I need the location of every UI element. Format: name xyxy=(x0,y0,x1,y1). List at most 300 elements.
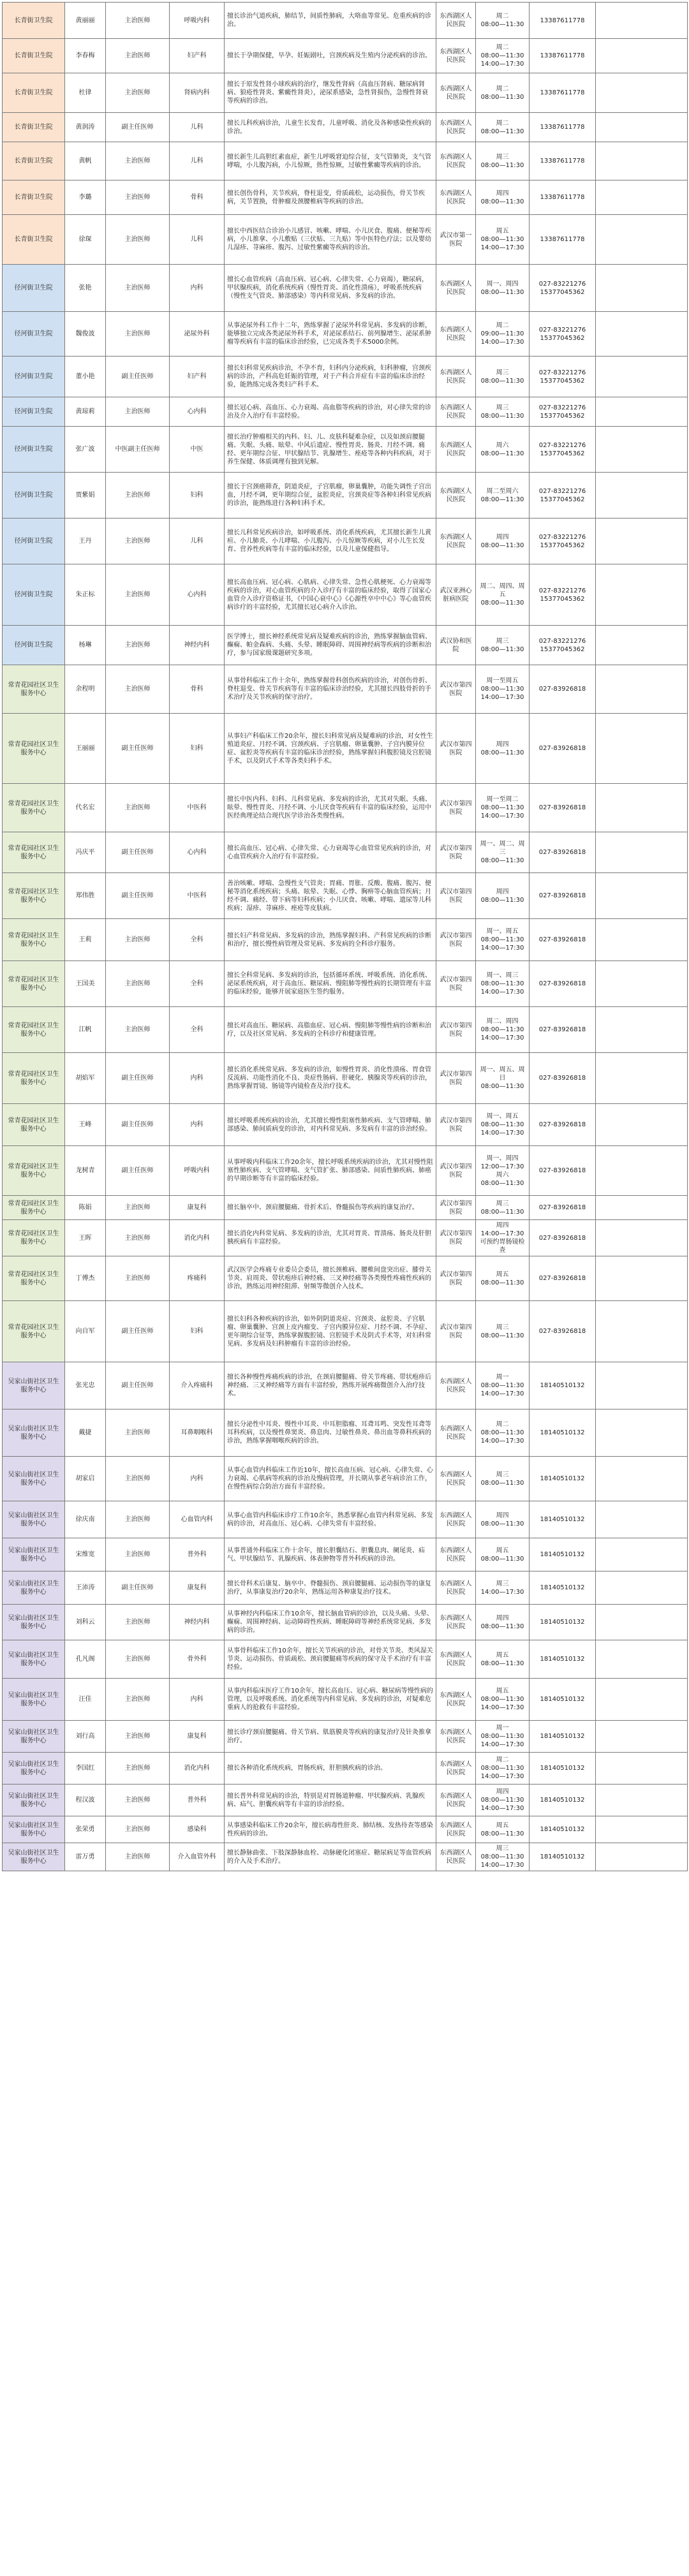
job-title-cell: 主治医师 xyxy=(106,1753,170,1785)
institution-cell: 吴家山街社区卫生服务中心 xyxy=(3,1605,65,1640)
job-title-cell: 主治医师 xyxy=(106,1640,170,1679)
schedule-cell: 周一、周五、周日 08:00—11:30 xyxy=(476,1053,530,1104)
doctor-name-cell: 余程明 xyxy=(65,665,106,714)
department-cell: 普外科 xyxy=(170,1785,225,1816)
phone-cell: 13387611778 xyxy=(530,3,596,39)
hospital-cell: 东西湖区人民医院 xyxy=(436,1843,476,1871)
doctor-name-cell: 贾紫娟 xyxy=(65,473,106,519)
department-cell: 妇科 xyxy=(170,714,225,784)
department-cell: 泌尿外科 xyxy=(170,312,225,357)
table-row xyxy=(3,473,688,519)
empty-cell xyxy=(596,1007,688,1053)
table-row xyxy=(3,919,688,961)
empty-cell xyxy=(596,1362,688,1409)
schedule-cell: 周二 08:00—11:30 14:00—17:30 xyxy=(476,1753,530,1785)
institution-cell: 常青花园社区卫生服务中心 xyxy=(3,1146,65,1196)
doctor-name-cell: 龙树青 xyxy=(65,1146,106,1196)
department-cell: 中医 xyxy=(170,427,225,473)
empty-cell xyxy=(596,564,688,626)
department-cell: 全科 xyxy=(170,961,225,1007)
specialty-cell: 擅长妇科各种疾病的诊治，如外阴阴道炎症、宫颈炎、盆腔炎、子宫肌瘤、卵巢囊肿、宫颈上皮内瘤变、子宫内膜异位症、月经不调、不孕症、更年期综合征等，熟练掌握腹腔镜、宫腔镜手术及阴式手术等，对妇科常见病、多发病及妇科肿瘤有丰富的诊治经验。 xyxy=(225,1301,436,1362)
institution-cell: 常青花园社区卫生服务中心 xyxy=(3,714,65,784)
department-cell: 普外科 xyxy=(170,1538,225,1571)
empty-cell xyxy=(596,1538,688,1571)
hospital-cell: 武汉市第四医院 xyxy=(436,784,476,832)
hospital-cell: 武汉亚洲心脏病医院 xyxy=(436,564,476,626)
table-row xyxy=(3,873,688,919)
doctor-name-cell: 徐庆南 xyxy=(65,1501,106,1538)
specialty-cell: 医学博士，擅长神经系统常见病及疑难疾病的诊治，熟练掌握脑血管病、癫痫、帕金森病、头痛、头晕、睡眠障碍、周围神经病等疾病的诊断和治疗，参与国家级课题研究多项。 xyxy=(225,626,436,665)
doctor-name-cell: 李璐 xyxy=(65,180,106,215)
institution-cell: 吴家山街社区卫生服务中心 xyxy=(3,1538,65,1571)
department-cell: 疼痛科 xyxy=(170,1256,225,1301)
empty-cell xyxy=(596,215,688,265)
table-row xyxy=(3,427,688,473)
schedule-cell: 周一、周五 08:00—11:30 14:00—17:30 xyxy=(476,919,530,961)
doctor-name-cell: 戴捷 xyxy=(65,1409,106,1457)
job-title-cell: 副主任医师 xyxy=(106,113,170,142)
phone-cell: 027-83221276 15377045362 xyxy=(530,265,596,312)
table-row xyxy=(3,832,688,873)
schedule-cell: 周一、周五 08:00—11:30 14:00—17:30 xyxy=(476,1104,530,1146)
hospital-cell: 武汉市第四医院 xyxy=(436,1007,476,1053)
job-title-cell: 副主任医师 xyxy=(106,1146,170,1196)
doctor-name-cell: 王晖 xyxy=(65,1220,106,1256)
doctor-name-cell: 江帆 xyxy=(65,1007,106,1053)
doctor-name-cell: 张广波 xyxy=(65,427,106,473)
institution-cell: 吴家山街社区卫生服务中心 xyxy=(3,1679,65,1721)
hospital-cell: 武汉市第四医院 xyxy=(436,919,476,961)
phone-cell: 027-83926818 xyxy=(530,1220,596,1256)
empty-cell xyxy=(596,1146,688,1196)
phone-cell: 027-83926818 xyxy=(530,1053,596,1104)
institution-cell: 常青花园社区卫生服务中心 xyxy=(3,961,65,1007)
phone-cell: 13387611778 xyxy=(530,39,596,73)
doctor-name-cell: 程汉波 xyxy=(65,1785,106,1816)
empty-cell xyxy=(596,1605,688,1640)
department-cell: 康复科 xyxy=(170,1721,225,1753)
department-cell: 中医科 xyxy=(170,784,225,832)
department-cell: 消化内科 xyxy=(170,1753,225,1785)
specialty-cell: 擅长冠心病、高血压、心力衰竭、高血脂等疾病的诊治，对心律失常的诊治及介入治疗有丰富经验。 xyxy=(225,397,436,427)
hospital-cell: 东西湖区人民医院 xyxy=(436,519,476,564)
phone-cell: 18140510132 xyxy=(530,1409,596,1457)
phone-cell: 13387611778 xyxy=(530,113,596,142)
phone-cell: 18140510132 xyxy=(530,1816,596,1843)
schedule-cell: 周三 08:00—11:30 14:00—17:30 xyxy=(476,1843,530,1871)
table-row xyxy=(3,961,688,1007)
institution-cell: 常青花园社区卫生服务中心 xyxy=(3,784,65,832)
department-cell: 介入疼痛科 xyxy=(170,1362,225,1409)
institution-cell: 长青街卫生院 xyxy=(3,180,65,215)
schedule-cell: 周二至周六 08:00—11:30 xyxy=(476,473,530,519)
specialty-cell: 从事心血管内科临床工作近10年，擅长高血压病、冠心病、心律失常、心力衰竭、心肌病等疾病的诊治及慢病管理，并长期从事老年病诊治工作，在慢性病综合防治方面有丰富经验。 xyxy=(225,1457,436,1501)
hospital-cell: 东西湖区人民医院 xyxy=(436,397,476,427)
table-row xyxy=(3,564,688,626)
doctor-name-cell: 徐琛 xyxy=(65,215,106,265)
doctor-name-cell: 王丽丽 xyxy=(65,714,106,784)
job-title-cell: 主治医师 xyxy=(106,1785,170,1816)
job-title-cell: 副主任医师 xyxy=(106,1104,170,1146)
empty-cell xyxy=(596,665,688,714)
specialty-cell: 擅长对高血压、糖尿病、高脂血症、冠心病、慢阻肺等慢性病的诊断和治疗，以及社区常见病、多发病的全科诊疗和健康管理。 xyxy=(225,1007,436,1053)
table-row xyxy=(3,1721,688,1753)
hospital-cell: 东西湖区人民医院 xyxy=(436,357,476,397)
empty-cell xyxy=(596,832,688,873)
specialty-cell: 从事呼吸内科临床工作20余年，擅长呼吸系统疾病的诊治，尤其对慢性阻塞性肺疾病、支气管哮喘、支气管扩张、肺部感染、间质性肺疾病、肺癌的早期诊断等有丰富的临床经验。 xyxy=(225,1146,436,1196)
doctor-name-cell: 陈娟 xyxy=(65,1196,106,1220)
phone-cell: 027-83926818 xyxy=(530,665,596,714)
doctor-name-cell: 黄帆 xyxy=(65,142,106,180)
phone-cell: 18140510132 xyxy=(530,1362,596,1409)
schedule-cell: 周五 08:00—11:30 14:00—17:30 xyxy=(476,215,530,265)
job-title-cell: 中医副主任医师 xyxy=(106,427,170,473)
empty-cell xyxy=(596,784,688,832)
hospital-cell: 武汉市第四医院 xyxy=(436,1196,476,1220)
specialty-cell: 从事骨科临床工作十余年，熟练掌握骨科创伤疾病的诊治，对创伤骨折、脊柱退变、骨关节疾病等有丰富的临床诊治经验，尤其擅长四肢骨折的手术治疗及关节疾病的保守治疗。 xyxy=(225,665,436,714)
table-row xyxy=(3,3,688,39)
doctor-name-cell: 张荣勇 xyxy=(65,1816,106,1843)
specialty-cell: 擅长诊疗颈肩腰腿痛、骨关节病、肌筋膜炎等疾病的康复治疗及针灸推拿治疗。 xyxy=(225,1721,436,1753)
table-row xyxy=(3,73,688,113)
job-title-cell: 副主任医师 xyxy=(106,873,170,919)
doctor-name-cell: 杜律 xyxy=(65,73,106,113)
phone-cell: 027-83221276 15377045362 xyxy=(530,397,596,427)
specialty-cell: 擅长妇产科常见病、多发病的诊治，熟练掌握妇科、产科常见疾病的诊断和治疗，擅长慢性病管理及常见病、多发病的全科诊疗服务。 xyxy=(225,919,436,961)
empty-cell xyxy=(596,1753,688,1785)
department-cell: 儿科 xyxy=(170,113,225,142)
doctor-name-cell: 张光忠 xyxy=(65,1362,106,1409)
empty-cell xyxy=(596,1053,688,1104)
specialty-cell: 从事内科临床医疗工作10余年，擅长高血压、冠心病、糖尿病等慢性病的管理，以及呼吸系统、消化系统等内科常见病、多发病的诊治，对疑难危重病人的抢救有丰富经验。 xyxy=(225,1679,436,1721)
phone-cell: 18140510132 xyxy=(530,1571,596,1605)
department-cell: 中医科 xyxy=(170,873,225,919)
department-cell: 儿科 xyxy=(170,519,225,564)
specialty-cell: 擅长消化内科常见病、多发病的诊治，尤其对胃炎、胃溃疡、肠炎及肝胆胰疾病有丰富经验。 xyxy=(225,1220,436,1256)
empty-cell xyxy=(596,1843,688,1871)
hospital-cell: 武汉市第四医院 xyxy=(436,961,476,1007)
specialty-cell: 擅长中医内科、妇科、儿科常见病、多发病的诊治，尤其对失眠、头痛、眩晕、慢性胃炎、月经不调、小儿厌食等疾病有丰富的临床经验，运用中医经典理论结合现代医学诊治各类慢性病。 xyxy=(225,784,436,832)
schedule-cell: 周四 08:00—11:30 xyxy=(476,519,530,564)
phone-cell: 027-83926818 xyxy=(530,832,596,873)
table-row xyxy=(3,1571,688,1605)
empty-cell xyxy=(596,142,688,180)
doctor-schedule-table xyxy=(2,2,688,1871)
phone-cell: 13387611778 xyxy=(530,73,596,113)
empty-cell xyxy=(596,397,688,427)
specialty-cell: 从事泌尿外科工作十二年，熟练掌握了泌尿外科常见病、多发病的诊断，能够独立完成各类泌尿外科手术，对泌尿系结石、前列腺增生、泌尿系肿瘤等疾病有丰富的临床诊治经验，已完成各类手术5000余例。 xyxy=(225,312,436,357)
table-row xyxy=(3,1457,688,1501)
institution-cell: 长青街卫生院 xyxy=(3,3,65,39)
department-cell: 妇科 xyxy=(170,473,225,519)
specialty-cell: 擅长脑卒中、颈肩腰腿痛、骨折术后、脊髓损伤等疾病的康复治疗。 xyxy=(225,1196,436,1220)
specialty-cell: 擅长分泌性中耳炎、慢性中耳炎、中耳胆脂瘤、耳聋耳鸣、突发性耳聋等耳科疾病，以及慢性鼻窦炎、鼻息肉、过敏性鼻炎、鼻出血等鼻科疾病的诊治，熟练掌握咽喉疾病的诊治。 xyxy=(225,1409,436,1457)
specialty-cell: 擅长于孕期保健，早孕、妊娠剧吐，宫颈疾病及生殖内分泌疾病的诊治。 xyxy=(225,39,436,73)
doctor-name-cell: 王沛涛 xyxy=(65,1571,106,1605)
specialty-cell: 从事骨科临床工作10余年，擅长关节疾病的诊治，对骨关节炎、类风湿关节炎、运动损伤、骨质疏松、颈肩腰腿痛等疾病的保守及手术治疗有丰富经验。 xyxy=(225,1640,436,1679)
department-cell: 骨科 xyxy=(170,180,225,215)
department-cell: 心血管内科 xyxy=(170,1501,225,1538)
hospital-cell: 武汉市第四医院 xyxy=(436,1146,476,1196)
specialty-cell: 擅长儿科疾病诊治，儿童生长发育，儿童呼吸、消化及各种感染性疾病的诊治。 xyxy=(225,113,436,142)
schedule-cell: 周四 08:00—11:30 xyxy=(476,714,530,784)
table-row xyxy=(3,39,688,73)
department-cell: 妇产科 xyxy=(170,357,225,397)
schedule-cell: 周四 08:00—11:30 xyxy=(476,180,530,215)
table-row xyxy=(3,784,688,832)
table-row xyxy=(3,312,688,357)
job-title-cell: 主治医师 xyxy=(106,1007,170,1053)
table-row xyxy=(3,215,688,265)
table-row xyxy=(3,1301,688,1362)
table-row xyxy=(3,1362,688,1409)
institution-cell: 径河街卫生院 xyxy=(3,626,65,665)
hospital-cell: 东西湖区人民医院 xyxy=(436,142,476,180)
institution-cell: 径河街卫生院 xyxy=(3,427,65,473)
institution-cell: 径河街卫生院 xyxy=(3,473,65,519)
institution-cell: 径河街卫生院 xyxy=(3,265,65,312)
job-title-cell: 主治医师 xyxy=(106,626,170,665)
empty-cell xyxy=(596,1501,688,1538)
department-cell: 耳鼻咽喉科 xyxy=(170,1409,225,1457)
institution-cell: 常青花园社区卫生服务中心 xyxy=(3,873,65,919)
schedule-cell: 周一、周三 08:00—11:30 14:00—17:30 xyxy=(476,961,530,1007)
empty-cell xyxy=(596,873,688,919)
job-title-cell: 主治医师 xyxy=(106,1721,170,1753)
empty-cell xyxy=(596,1256,688,1301)
hospital-cell: 东西湖区人民医院 xyxy=(436,1362,476,1409)
schedule-cell: 周五 08:00—11:30 xyxy=(476,1256,530,1301)
institution-cell: 长青街卫生院 xyxy=(3,73,65,113)
table-row xyxy=(3,397,688,427)
hospital-cell: 东西湖区人民医院 xyxy=(436,1679,476,1721)
job-title-cell: 主治医师 xyxy=(106,1220,170,1256)
job-title-cell: 主治医师 xyxy=(106,1605,170,1640)
phone-cell: 027-83221276 15377045362 xyxy=(530,473,596,519)
schedule-cell: 周五 08:00—11:30 xyxy=(476,1538,530,1571)
empty-cell xyxy=(596,1679,688,1721)
department-cell: 康复科 xyxy=(170,1196,225,1220)
specialty-cell: 擅长各种消化系统疾病，胃肠疾病，肝胆胰疾病的诊治。 xyxy=(225,1753,436,1785)
empty-cell xyxy=(596,312,688,357)
job-title-cell: 主治医师 xyxy=(106,1409,170,1457)
job-title-cell: 主治医师 xyxy=(106,1501,170,1538)
specialty-cell: 擅长于宫颈癌筛查，阴道炎症，子宫肌瘤，卵巢囊肿，功能失调性子宫出血，月经不调，更年期综合征，盆腔炎症，宫颈炎症等各种妇科常见疾病的诊治，能熟练进行各种妇科手术。 xyxy=(225,473,436,519)
job-title-cell: 主治医师 xyxy=(106,1843,170,1871)
hospital-cell: 武汉市第四医院 xyxy=(436,873,476,919)
specialty-cell: 擅长诊治气道疾病，肺结节，间质性肺病，大咯血等常见、危重疾病的诊治。 xyxy=(225,3,436,39)
hospital-cell: 东西湖区人民医院 xyxy=(436,473,476,519)
schedule-cell: 周二 08:00—11:30 xyxy=(476,73,530,113)
job-title-cell: 主治医师 xyxy=(106,142,170,180)
phone-cell: 18140510132 xyxy=(530,1538,596,1571)
hospital-cell: 武汉市第四医院 xyxy=(436,1301,476,1362)
phone-cell: 027-83926818 xyxy=(530,961,596,1007)
specialty-cell: 擅长儿科常见疾病诊治，如呼吸系统、消化系统疾病，尤其擅长新生儿黄疸、小儿肺炎、小儿哮喘、小儿腹泻、小儿惊厥等疾病，对小儿生长发育、营养性疾病等有丰富的临床经验，以及儿童保健指导。 xyxy=(225,519,436,564)
hospital-cell: 东西湖区人民医院 xyxy=(436,1605,476,1640)
phone-cell: 027-83926818 xyxy=(530,1104,596,1146)
institution-cell: 常青花园社区卫生服务中心 xyxy=(3,1196,65,1220)
schedule-cell: 周四 14:00—17:30 可预约胃肠镜检查 xyxy=(476,1220,530,1256)
phone-cell: 18140510132 xyxy=(530,1721,596,1753)
schedule-cell: 周二 09:00—11:30 14:00—17:30 xyxy=(476,312,530,357)
phone-cell: 027-83221276 15377045362 xyxy=(530,427,596,473)
department-cell: 骨外科 xyxy=(170,1640,225,1679)
specialty-cell: 从事普通外科临床工作十余年，擅长胆囊结石、胆囊息肉、阑尾炎、疝气、甲状腺结节、乳腺疾病、体表肿物等普外科疾病的诊治。 xyxy=(225,1538,436,1571)
specialty-cell: 擅长高血压病、冠心病、心肌病、心律失常、急性心肌梗死、心力衰竭等疾病的诊治，对心血管疾病的介入诊疗有丰富的临床经验，取得了国家心血管介入诊疗资格证书，《中国心衰中心》《心源性卒中中心》等心血管疾病诊疗的丰富经验，尤其擅长冠心病介入诊治。 xyxy=(225,564,436,626)
phone-cell: 027-83926818 xyxy=(530,1146,596,1196)
empty-cell xyxy=(596,714,688,784)
institution-cell: 吴家山街社区卫生服务中心 xyxy=(3,1640,65,1679)
department-cell: 内科 xyxy=(170,1053,225,1104)
table-row xyxy=(3,1605,688,1640)
table-row xyxy=(3,142,688,180)
phone-cell: 13387611778 xyxy=(530,215,596,265)
doctor-name-cell: 李春梅 xyxy=(65,39,106,73)
department-cell: 神经内科 xyxy=(170,1605,225,1640)
doctor-name-cell: 杨琳 xyxy=(65,626,106,665)
doctor-name-cell: 孔凡阁 xyxy=(65,1640,106,1679)
institution-cell: 吴家山街社区卫生服务中心 xyxy=(3,1753,65,1785)
specialty-cell: 从事心血管内科临床诊疗工作10余年，熟悉掌握心血管内科常见病、多发病的诊治，对高血压、冠心病、心律失常有丰富经验。 xyxy=(225,1501,436,1538)
schedule-cell: 周三 08:00—11:30 xyxy=(476,142,530,180)
job-title-cell: 主治医师 xyxy=(106,215,170,265)
empty-cell xyxy=(596,180,688,215)
empty-cell xyxy=(596,113,688,142)
specialty-cell: 擅长各种慢性疼痛疾病的诊治，在颈肩腰腿痛、骨关节疼痛、带状疱疹后神经痛、三叉神经痛等方面有丰富经验，熟练开展疼痛微创介入治疗技术。 xyxy=(225,1362,436,1409)
institution-cell: 径河街卫生院 xyxy=(3,519,65,564)
department-cell: 心内科 xyxy=(170,397,225,427)
schedule-cell: 周六 08:00—11:30 xyxy=(476,427,530,473)
department-cell: 呼吸内科 xyxy=(170,3,225,39)
specialty-cell: 擅长呼吸系统疾病的诊治，尤其擅长慢性阻塞性肺疾病、支气管哮喘、肺部感染、肺间质病变的诊治，对内科常见病、多发病有丰富的诊治经验。 xyxy=(225,1104,436,1146)
table-row xyxy=(3,1196,688,1220)
doctor-name-cell: 王峰 xyxy=(65,1104,106,1146)
job-title-cell: 主治医师 xyxy=(106,961,170,1007)
institution-cell: 吴家山街社区卫生服务中心 xyxy=(3,1816,65,1843)
phone-cell: 027-83926818 xyxy=(530,919,596,961)
empty-cell xyxy=(596,1816,688,1843)
empty-cell xyxy=(596,519,688,564)
department-cell: 肾病内科 xyxy=(170,73,225,113)
doctor-name-cell: 刘行高 xyxy=(65,1721,106,1753)
phone-cell: 027-83926818 xyxy=(530,1196,596,1220)
doctor-name-cell: 黄润涛 xyxy=(65,113,106,142)
phone-cell: 18140510132 xyxy=(530,1640,596,1679)
department-cell: 儿科 xyxy=(170,142,225,180)
department-cell: 内科 xyxy=(170,265,225,312)
doctor-name-cell: 冯庆平 xyxy=(65,832,106,873)
hospital-cell: 东西湖区人民医院 xyxy=(436,73,476,113)
table-row xyxy=(3,1816,688,1843)
department-cell: 儿科 xyxy=(170,215,225,265)
schedule-cell: 周三 08:00—11:30 xyxy=(476,1301,530,1362)
hospital-cell: 武汉协和医院 xyxy=(436,626,476,665)
schedule-cell: 周三 08:00—11:30 xyxy=(476,357,530,397)
job-title-cell: 副主任医师 xyxy=(106,1571,170,1605)
institution-cell: 径河街卫生院 xyxy=(3,564,65,626)
table-row xyxy=(3,519,688,564)
specialty-cell: 擅长静脉曲张、下肢深静脉血栓、动脉硬化闭塞症、糖尿病足等血管疾病的介入及手术治疗。 xyxy=(225,1843,436,1871)
institution-cell: 长青街卫生院 xyxy=(3,113,65,142)
doctor-name-cell: 朱正标 xyxy=(65,564,106,626)
phone-cell: 027-83221276 15377045362 xyxy=(530,564,596,626)
doctor-name-cell: 郑伟胜 xyxy=(65,873,106,919)
specialty-cell: 擅长中西医结合诊治小儿感冒、咳嗽、哮喘、小儿厌食、腹痛、便秘等疾病，小儿推拿、小儿敷贴（三伏贴、三九贴）等中医特色疗法；以及婴幼儿湿疹、荨麻疹、腹泻、过敏性紫癜等疾病的诊治。 xyxy=(225,215,436,265)
schedule-cell: 周二 08:00—11:30 xyxy=(476,113,530,142)
hospital-cell: 东西湖区人民医院 xyxy=(436,39,476,73)
institution-cell: 吴家山街社区卫生服务中心 xyxy=(3,1571,65,1605)
phone-cell: 13387611778 xyxy=(530,142,596,180)
schedule-cell: 周一、周四 12:00—17:30 周六 08:00—11:30 xyxy=(476,1146,530,1196)
schedule-cell: 周二 08:00—11:30 xyxy=(476,3,530,39)
doctor-name-cell: 雷万勇 xyxy=(65,1843,106,1871)
schedule-cell: 周五 08:00—11:30 xyxy=(476,1640,530,1679)
hospital-cell: 东西湖区人民医院 xyxy=(436,1816,476,1843)
department-cell: 妇产科 xyxy=(170,39,225,73)
schedule-cell: 周二、周四、周五 08:00—11:30 xyxy=(476,564,530,626)
empty-cell xyxy=(596,3,688,39)
institution-cell: 吴家山街社区卫生服务中心 xyxy=(3,1501,65,1538)
table-row xyxy=(3,1256,688,1301)
job-title-cell: 主治医师 xyxy=(106,265,170,312)
hospital-cell: 东西湖区人民医院 xyxy=(436,1409,476,1457)
doctor-name-cell: 李国红 xyxy=(65,1753,106,1785)
job-title-cell: 主治医师 xyxy=(106,919,170,961)
hospital-cell: 东西湖区人民医院 xyxy=(436,1640,476,1679)
schedule-cell: 周一至周二 08:00—11:30 14:00—17:30 xyxy=(476,784,530,832)
specialty-cell: 从事妇产科临床工作20余年，擅长妇科常见病及疑难病的诊治，对女性生殖道炎症、月经不调、宫颈疾病、子宫肌瘤、卵巢囊肿、子宫内膜异位症、盆腔炎等疾病有丰富的临床诊治经验，熟练掌握妇科腹腔镜及宫腔镜手术，以及阴式手术等各类妇科手术。 xyxy=(225,714,436,784)
schedule-cell: 周四 08:00—11:30 14:00—17:30 xyxy=(476,1785,530,1816)
table-row xyxy=(3,1679,688,1721)
table-row xyxy=(3,1146,688,1196)
doctor-name-cell: 魏俊波 xyxy=(65,312,106,357)
job-title-cell: 主治医师 xyxy=(106,1196,170,1220)
specialty-cell: 擅长于原发性肾小球疾病的治疗，继发性肾病（高血压肾病、糖尿病肾病、狼疮性肾炎、紫癜性肾炎），泌尿系感染，急性肾损伤，急慢性肾衰等疾病的诊治。 xyxy=(225,73,436,113)
table-row xyxy=(3,665,688,714)
empty-cell xyxy=(596,1220,688,1256)
doctor-name-cell: 丁傅杰 xyxy=(65,1256,106,1301)
job-title-cell: 主治医师 xyxy=(106,1538,170,1571)
table-row xyxy=(3,1640,688,1679)
hospital-cell: 东西湖区人民医院 xyxy=(436,180,476,215)
department-cell: 妇科 xyxy=(170,1301,225,1362)
doctor-name-cell: 刘科云 xyxy=(65,1605,106,1640)
phone-cell: 18140510132 xyxy=(530,1679,596,1721)
schedule-cell: 周四 08:00—11:30 xyxy=(476,873,530,919)
department-cell: 全科 xyxy=(170,919,225,961)
department-cell: 感染科 xyxy=(170,1816,225,1843)
institution-cell: 常青花园社区卫生服务中心 xyxy=(3,1104,65,1146)
institution-cell: 长青街卫生院 xyxy=(3,39,65,73)
phone-cell: 18140510132 xyxy=(530,1843,596,1871)
department-cell: 心内科 xyxy=(170,564,225,626)
phone-cell: 18140510132 xyxy=(530,1753,596,1785)
table-body xyxy=(3,3,688,1871)
institution-cell: 常青花园社区卫生服务中心 xyxy=(3,832,65,873)
table-row xyxy=(3,1538,688,1571)
department-cell: 内科 xyxy=(170,1457,225,1501)
hospital-cell: 东西湖区人民医院 xyxy=(436,1753,476,1785)
phone-cell: 027-83221276 15377045362 xyxy=(530,626,596,665)
job-title-cell: 主治医师 xyxy=(106,519,170,564)
empty-cell xyxy=(596,265,688,312)
institution-cell: 吴家山街社区卫生服务中心 xyxy=(3,1785,65,1816)
empty-cell xyxy=(596,626,688,665)
hospital-cell: 东西湖区人民医院 xyxy=(436,3,476,39)
job-title-cell: 主治医师 xyxy=(106,665,170,714)
doctor-name-cell: 代名宏 xyxy=(65,784,106,832)
